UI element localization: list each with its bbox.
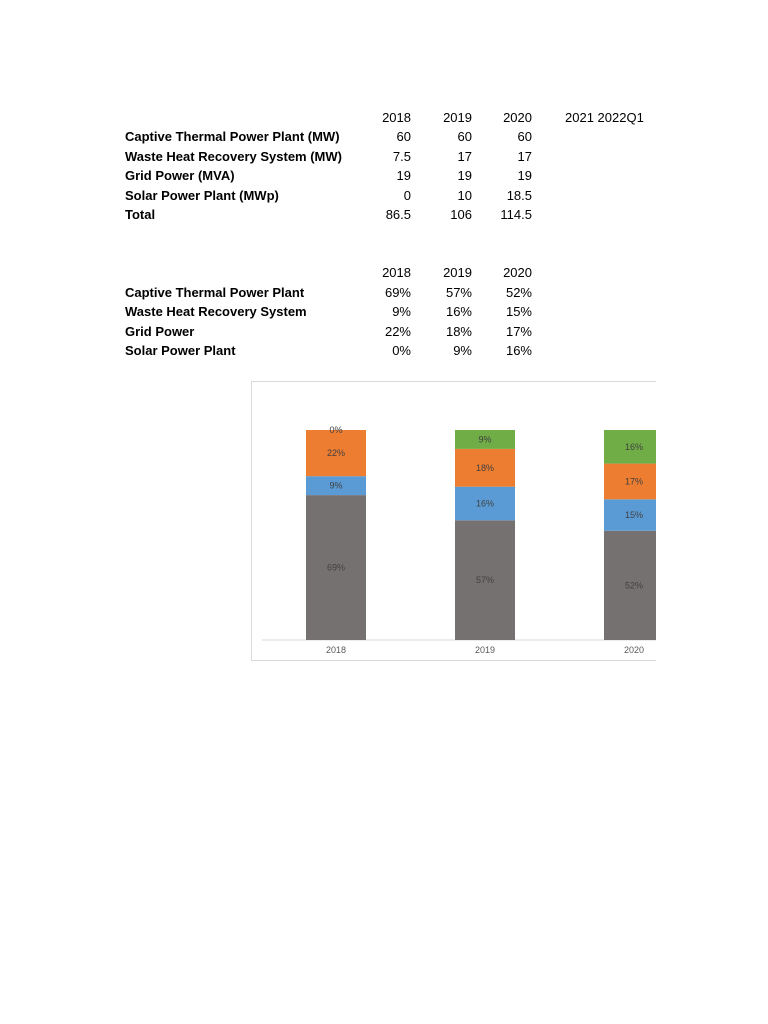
year-header: 2019 (443, 265, 472, 280)
cell-value: 16% (445, 304, 472, 319)
stacked-bar-chart (251, 381, 656, 661)
data-label: 0% (329, 425, 343, 435)
table-row (125, 149, 665, 168)
cell-value: 52% (505, 284, 532, 300)
data-label: 52% (624, 580, 644, 591)
cell-value: 69% (384, 284, 411, 300)
x-tick-label: 2018 (325, 645, 347, 655)
cell-value: 60 (517, 129, 532, 144)
data-label: 15% (624, 510, 644, 521)
cell-value: 57% (445, 284, 472, 300)
table-row (125, 188, 665, 207)
cell-value: 10 (457, 187, 472, 203)
cell-value: 18% (445, 323, 472, 339)
capacity-table-header (125, 110, 665, 129)
cell-value: 19 (396, 168, 411, 183)
cell-value: 18.5 (506, 187, 532, 203)
extra-year-header: 2021 2022Q1 (565, 110, 644, 125)
cell-value: 17% (505, 323, 532, 339)
cell-value: 86.5 (385, 207, 411, 222)
data-label: 9% (478, 434, 492, 445)
chart-svg (252, 382, 656, 660)
table-row (125, 168, 665, 187)
table-row (125, 343, 665, 362)
cell-value: 19 (517, 168, 532, 183)
year-header: 2019 (443, 110, 472, 125)
cell-value: 106 (450, 207, 472, 222)
cell-value: 22% (384, 323, 411, 339)
row-label: Captive Thermal Power Plant (MW) (125, 129, 340, 144)
year-header: 2018 (382, 110, 411, 125)
cell-value: 60 (457, 129, 472, 144)
cell-value: 0 (403, 187, 411, 203)
cell-value: 17 (517, 148, 532, 164)
table-row (125, 285, 665, 304)
data-label: 69% (326, 562, 346, 573)
cell-value: 7.5 (392, 148, 411, 164)
row-label: Grid Power (125, 323, 195, 339)
cell-value: 114.5 (500, 207, 532, 222)
table-row (125, 324, 665, 343)
year-header: 2020 (503, 110, 532, 125)
cell-value: 15% (505, 304, 532, 319)
total-row (125, 207, 665, 226)
cell-value: 9% (453, 343, 472, 358)
data-label: 18% (475, 462, 495, 473)
row-label: Grid Power (MVA) (125, 168, 235, 183)
data-label: 17% (624, 476, 644, 487)
data-label: 16% (624, 441, 644, 452)
table-row (125, 304, 665, 323)
year-header: 2020 (503, 265, 532, 280)
x-tick-label: 2019 (474, 645, 496, 655)
row-label: Captive Thermal Power Plant (125, 284, 305, 300)
row-label: Solar Power Plant (MWp) (125, 187, 279, 203)
cell-value: 60 (396, 129, 411, 144)
year-header: 2018 (382, 265, 411, 280)
table-row (125, 129, 665, 148)
row-label: Waste Heat Recovery System (125, 304, 307, 319)
cell-value: 9% (392, 304, 411, 319)
row-label: Solar Power Plant (125, 343, 236, 358)
data-label: 9% (329, 480, 343, 491)
share-table-header (125, 265, 665, 284)
row-label: Waste Heat Recovery System (MW) (125, 148, 342, 164)
data-label: 57% (475, 575, 495, 586)
cell-value: 16% (505, 343, 532, 358)
cell-value: 17 (457, 148, 472, 164)
cell-value: 0% (392, 343, 411, 358)
data-label: 22% (326, 448, 346, 459)
cell-value: 19 (457, 168, 472, 183)
data-label: 16% (475, 498, 495, 509)
x-tick-label: 2020 (623, 645, 645, 655)
row-label: Total (125, 207, 156, 222)
